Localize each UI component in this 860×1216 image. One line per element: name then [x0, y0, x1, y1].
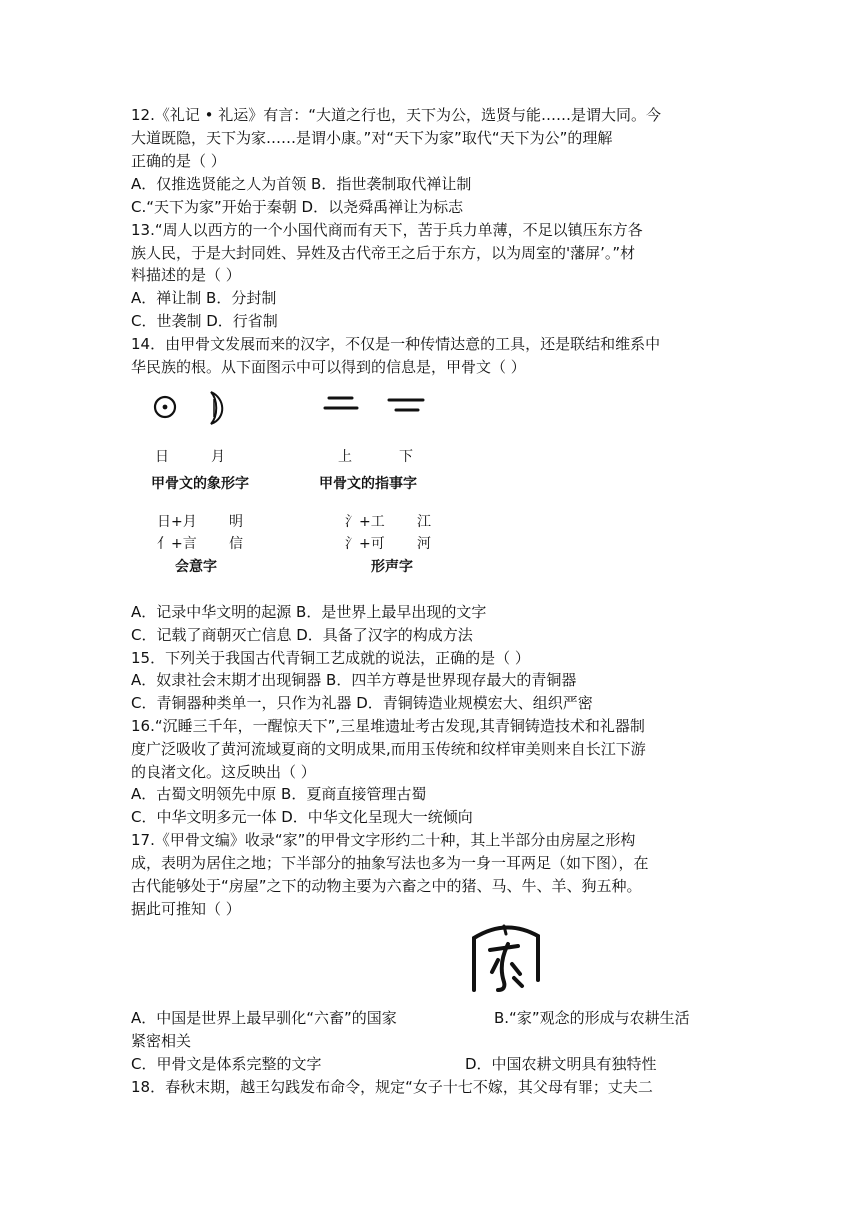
- caption-shang: 上: [338, 449, 352, 465]
- q14-stem-line2: 华民族的根。从下面图示中可以得到的信息是，甲骨文（ ）: [131, 358, 526, 376]
- caption-pictograph: 甲骨文的象形字: [151, 476, 249, 492]
- phono-shui-gong: 氵+工: [345, 514, 385, 530]
- q13-stem-line2: 族人民，于是大封同姓、异姓及古代帝王之后于东方，以为周室的'藩屏’。”材: [131, 244, 636, 262]
- q17-option-b-cont: 紧密相关: [131, 1032, 192, 1050]
- oracle-jia-figure: [468, 920, 544, 992]
- q15-stem-line1: 15．下列关于我国古代青铜工艺成就的说法，正确的是（ ）: [131, 649, 530, 667]
- compound-ming: 明: [229, 514, 243, 530]
- caption-associative: 会意字: [175, 559, 217, 575]
- q17-option-d: D．中国农耕文明具有独特性: [465, 1055, 657, 1073]
- q17-option-b: B.“家”观念的形成与农耕生活: [494, 1009, 690, 1027]
- q15-options-cd: C．青铜器种类单一，只作为礼器 D．青铜铸造业规模宏大、组织严密: [131, 694, 593, 712]
- q16-stem-line2: 度广泛吸收了黄河流域夏商的文明成果,而用玉传统和纹样审美则来自长江下游: [131, 740, 646, 758]
- compound-ri-yue: 日+月: [157, 514, 197, 530]
- q17-stem-line3: 古代能够处于“房屋”之下的动物主要为六畜之中的猪、马、牛、羊、狗五种。: [131, 877, 642, 895]
- q15-options-ab: A．奴隶社会末期才出现铜器 B．四羊方尊是世界现存最大的青铜器: [131, 671, 577, 689]
- q17-option-c: C．甲骨文是体系完整的文字: [131, 1055, 322, 1073]
- q13-options-ab: A．禅让制 B．分封制: [131, 289, 277, 307]
- q16-stem-line1: 16.“沉睡三千年，一醒惊天下”,三星堆遗址考古发现,其青铜铸造技术和礼器制: [131, 717, 645, 735]
- compound-xin: 信: [229, 536, 243, 552]
- q12-options-ab: A．仅推选贤能之人为首领 B．指世袭制取代禅让制: [131, 175, 472, 193]
- q12-stem-line2: 大道既隐，天下为家……是谓小康。”对“天下为家”取代“天下为公”的理解: [131, 129, 613, 147]
- q17-stem-line4: 据此可推知（ ）: [131, 900, 241, 918]
- oracle-jia-glyph: [468, 920, 544, 992]
- caption-phonosemantic: 形声字: [371, 559, 413, 575]
- q17-stem-line1: 17.《甲骨文编》收录“家”的甲骨文字形约二十种，其上半部分由房屋之形构: [131, 831, 636, 849]
- compound-ren-yan: 亻+言: [157, 536, 197, 552]
- q17-option-a: A．中国是世界上最早驯化“六畜”的国家: [131, 1009, 397, 1027]
- q16-stem-line3: 的良渚文化。这反映出（ ）: [131, 763, 316, 781]
- q13-stem-line1: 13.“周人以西方的一个小国代商而有天下，苦于兵力单薄，不足以镇压东方各: [131, 221, 643, 239]
- oracle-sun-dot: [163, 405, 168, 410]
- q14-stem-line1: 14．由甲骨文发展而来的汉字，不仅是一种传情达意的工具，还是联结和维系中: [131, 335, 661, 353]
- oracle-bone-figure: [145, 386, 445, 578]
- caption-indicative: 甲骨文的指事字: [319, 476, 417, 492]
- q13-stem-line3: 料描述的是（ ）: [131, 266, 241, 284]
- q12-options-cd: C.“天下为家”开始于秦朝 D．以尧舜禹禅让为标志: [131, 198, 464, 216]
- caption-ri: 日: [155, 449, 169, 465]
- q16-options-ab: A．古蜀文明领先中原 B．夏商直接管理古蜀: [131, 785, 427, 803]
- q14-options-cd: C．记载了商朝灭亡信息 D．具备了汉字的构成方法: [131, 626, 473, 644]
- phono-jiang: 江: [417, 514, 431, 530]
- oracle-moon-glyph: [211, 392, 222, 424]
- q17-stem-line2: 成，表明为居住之地；下半部分的抽象写法也多为一身一耳两足（如下图），在: [131, 854, 649, 872]
- q12-stem-line3: 正确的是（ ）: [131, 152, 226, 170]
- caption-xia: 下: [399, 449, 413, 465]
- q14-options-ab: A．记录中华文明的起源 B．是世界上最早出现的文字: [131, 603, 487, 621]
- phono-shui-ke: 氵+可: [345, 536, 385, 552]
- q16-options-cd: C．中华文明多元一体 D．中华文化呈现大一统倾向: [131, 808, 473, 826]
- q18-stem-line1: 18．春秋末期，越王勾践发布命令，规定“女子十七不嫁，其父母有罪；丈夫二: [131, 1078, 653, 1096]
- phono-he: 河: [417, 536, 431, 552]
- caption-yue: 月: [211, 449, 225, 465]
- q12-stem-line1: 12.《礼记 • 礼运》有言：“大道之行也，天下为公，选贤与能……是谓大同。今: [131, 106, 662, 124]
- q13-options-cd: C．世袭制 D．行省制: [131, 312, 278, 330]
